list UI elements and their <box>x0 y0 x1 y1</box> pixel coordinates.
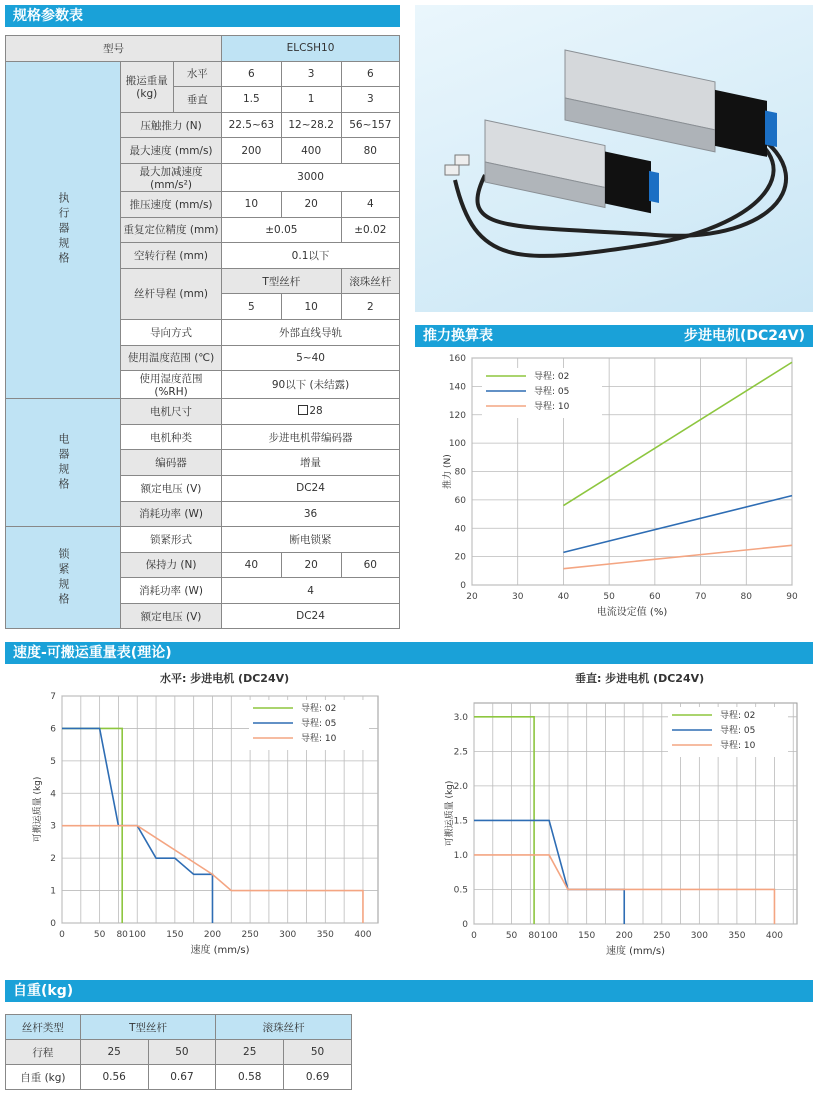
row-label: 消耗功率 (W) <box>121 501 222 527</box>
legend-label: 导程: 02 <box>720 711 756 721</box>
cell: 增量 <box>222 450 400 476</box>
y-tick-label: 0 <box>462 920 468 930</box>
model-value: ELCSH10 <box>222 36 400 62</box>
y-tick-label: 40 <box>454 524 466 535</box>
load-label: 搬运重量(kg) <box>121 61 174 112</box>
y-tick-label: 3 <box>50 821 56 832</box>
legend-label: 导程: 05 <box>301 719 337 729</box>
cell: 90以下 (未结露) <box>222 371 400 399</box>
x-tick-label: 90 <box>786 592 798 602</box>
x-tick-label: 100 <box>128 930 146 940</box>
cell: 外部直线导轨 <box>222 319 400 345</box>
row-label: 使用湿度范围 (%RH) <box>121 371 222 399</box>
y-tick-label: 2.0 <box>453 781 468 792</box>
x-tick-label: 350 <box>728 931 746 941</box>
legend-label: 导程: 05 <box>720 726 756 736</box>
row-label: 最大加减速度 (mm/s²) <box>121 163 222 191</box>
speed-horizontal-title: 水平: 步进电机 (DC24V) <box>160 672 290 685</box>
cell: 6 <box>341 61 399 87</box>
x-tick-label: 50 <box>93 930 106 940</box>
cell: 0.56 <box>80 1065 148 1090</box>
cell: 0.1以下 <box>222 243 400 269</box>
category-lock: 锁紧规格 <box>6 527 121 629</box>
row-label: 压触推力 (N) <box>121 112 222 138</box>
x-tick-label: 350 <box>316 930 334 940</box>
y-axis-label: 可搬运质量 (kg) <box>445 780 455 847</box>
legend-label: 导程: 05 <box>534 387 570 397</box>
horizontal-label: 水平 <box>173 61 222 87</box>
cell: 22.5~63 <box>222 112 282 138</box>
x-tick-label: 400 <box>765 931 784 941</box>
y-axis-label: 推力 (N) <box>443 454 453 489</box>
x-tick-label: 150 <box>166 930 184 940</box>
cell: 步进电机带编码器 <box>222 424 400 450</box>
row-label: 空转行程 (mm) <box>121 243 222 269</box>
x-tick-label: 50 <box>603 592 615 602</box>
row-label: 额定电压 (V) <box>121 603 222 629</box>
y-tick-label: 1.0 <box>453 850 468 861</box>
weight-header: T型丝杆 <box>80 1015 216 1040</box>
weight-header: 丝杆类型 <box>6 1015 81 1040</box>
y-tick-label: 0.5 <box>453 885 468 896</box>
legend-label: 导程: 10 <box>720 741 756 751</box>
y-tick-label: 120 <box>448 410 466 421</box>
cell: 3000 <box>222 163 400 191</box>
cell: 5~40 <box>222 345 400 371</box>
row-label: 导向方式 <box>121 319 222 345</box>
x-tick-label: 80 <box>116 930 128 940</box>
y-tick-label: 1 <box>50 886 56 897</box>
category-actuator: 执行器规格 <box>6 61 121 399</box>
x-tick-label: 150 <box>578 931 596 941</box>
x-tick-label: 300 <box>690 931 708 941</box>
cell: ±0.05 <box>222 217 342 243</box>
y-tick-label: 160 <box>448 354 466 364</box>
spec-section-title: 规格参数表 <box>5 5 400 27</box>
y-tick-label: 5 <box>50 756 56 767</box>
thrust-chart <box>420 350 810 625</box>
x-tick-label: 70 <box>694 592 707 602</box>
cell: 400 <box>281 138 341 164</box>
cell: 1.5 <box>222 87 282 113</box>
cell <box>222 399 400 425</box>
cell: 10 <box>281 294 341 320</box>
x-tick-label: 0 <box>59 930 65 940</box>
x-tick-label: 250 <box>653 931 671 941</box>
x-tick-label: 80 <box>528 931 540 941</box>
y-tick-label: 20 <box>454 552 466 563</box>
cell: 20 <box>281 552 341 578</box>
weight-table <box>5 1014 352 1090</box>
y-tick-label: 3.0 <box>453 712 468 723</box>
x-tick-label: 250 <box>241 930 259 940</box>
x-tick-label: 20 <box>466 592 478 602</box>
cell: 20 <box>281 191 341 217</box>
cell: 断电锁紧 <box>222 527 400 553</box>
square-icon <box>298 405 308 415</box>
legend-label: 导程: 02 <box>301 704 337 714</box>
x-tick-label: 100 <box>540 931 558 941</box>
x-tick-label: 200 <box>203 930 222 940</box>
speed-section-title: 速度-可搬运重量表(理论) <box>5 642 813 664</box>
y-tick-label: 2.5 <box>453 747 468 758</box>
actuator-illustration <box>415 5 813 312</box>
cell: 40 <box>222 552 282 578</box>
cell: 80 <box>341 138 399 164</box>
cell: 36 <box>222 501 400 527</box>
row-label: 行程 <box>6 1040 81 1065</box>
cell: 0.58 <box>216 1065 284 1090</box>
cell: ±0.02 <box>341 217 399 243</box>
cell: 10 <box>222 191 282 217</box>
x-axis-label: 速度 (mm/s) <box>190 945 250 956</box>
x-axis-label: 电流设定值 (%) <box>596 607 668 618</box>
cell: 12~28.2 <box>281 112 341 138</box>
row-label: 保持力 (N) <box>121 552 222 578</box>
x-tick-label: 300 <box>279 930 297 940</box>
y-tick-label: 0 <box>460 581 466 591</box>
y-axis-label: 可搬运质量 (kg) <box>33 776 43 843</box>
cell: 3 <box>281 61 341 87</box>
legend-label: 导程: 02 <box>534 372 570 382</box>
row-label: 锁紧形式 <box>121 527 222 553</box>
cell: 4 <box>222 578 400 604</box>
speed-vertical-title: 垂直: 步进电机 (DC24V) <box>575 672 705 685</box>
row-label: 消耗功率 (W) <box>121 578 222 604</box>
y-tick-label: 6 <box>50 724 56 735</box>
cell: 50 <box>148 1040 216 1065</box>
row-label: 重复定位精度 (mm) <box>121 217 222 243</box>
weight-header: 滚珠丝杆 <box>216 1015 352 1040</box>
cell: 60 <box>341 552 399 578</box>
cell: 1 <box>281 87 341 113</box>
category-electric: 电器规格 <box>6 399 121 527</box>
cell: 6 <box>222 61 282 87</box>
cell: 5 <box>222 294 282 320</box>
cell: 25 <box>216 1040 284 1065</box>
y-tick-label: 80 <box>454 467 466 478</box>
row-label: 最大速度 (mm/s) <box>121 138 222 164</box>
cell: 25 <box>80 1040 148 1065</box>
cell: 56~157 <box>341 112 399 138</box>
x-tick-label: 30 <box>511 592 524 602</box>
weight-section-title: 自重(kg) <box>5 980 813 1002</box>
thrust-title: 推力换算表 <box>423 328 493 344</box>
x-tick-label: 0 <box>471 931 477 941</box>
lead-t-header: T型丝杆 <box>222 268 342 294</box>
thrust-section-title <box>415 325 813 347</box>
cell: 2 <box>341 294 399 320</box>
y-tick-label: 140 <box>448 382 466 393</box>
x-tick-label: 200 <box>615 931 633 941</box>
speed-vertical-chart <box>420 700 813 975</box>
spec-table <box>5 35 400 629</box>
y-tick-label: 7 <box>50 692 56 702</box>
row-label: 额定电压 (V) <box>121 475 222 501</box>
model-label: 型号 <box>6 36 222 62</box>
cell: 200 <box>222 138 282 164</box>
y-tick-label: 60 <box>454 495 466 506</box>
legend-label: 导程: 10 <box>301 734 337 744</box>
lead-ball-header: 滚珠丝杆 <box>341 268 399 294</box>
product-photo <box>415 5 813 312</box>
cell: 4 <box>341 191 399 217</box>
cell: DC24 <box>222 603 400 629</box>
vertical-label: 垂直 <box>173 87 222 113</box>
row-label: 丝杆导程 (mm) <box>121 268 222 319</box>
x-axis-label: 速度 (mm/s) <box>605 946 666 957</box>
row-label: 编码器 <box>121 450 222 476</box>
cell: 0.67 <box>148 1065 216 1090</box>
y-tick-label: 4 <box>50 789 56 800</box>
thrust-motor: 步进电机(DC24V) <box>683 328 805 344</box>
x-tick-label: 400 <box>354 930 372 940</box>
cell: 3 <box>341 87 399 113</box>
y-tick-label: 100 <box>448 439 466 450</box>
cell: 0.69 <box>284 1065 352 1090</box>
x-tick-label: 60 <box>649 592 661 602</box>
row-label: 自重 (kg) <box>6 1065 81 1090</box>
y-tick-label: 2 <box>50 854 56 865</box>
motor-size-value: 28 <box>309 405 323 418</box>
x-tick-label: 40 <box>557 592 570 602</box>
row-label: 使用温度范围 (℃) <box>121 345 222 371</box>
speed-horizontal-chart <box>10 688 395 973</box>
cell: 50 <box>284 1040 352 1065</box>
row-label: 电机尺寸 <box>121 399 222 425</box>
row-label: 推压速度 (mm/s) <box>121 191 222 217</box>
legend-label: 导程: 10 <box>534 402 570 412</box>
y-tick-label: 0 <box>50 919 56 929</box>
y-tick-label: 1.5 <box>453 816 468 827</box>
x-tick-label: 50 <box>505 931 518 941</box>
cell: DC24 <box>222 475 400 501</box>
row-label: 电机种类 <box>121 424 222 450</box>
x-tick-label: 80 <box>740 592 753 602</box>
